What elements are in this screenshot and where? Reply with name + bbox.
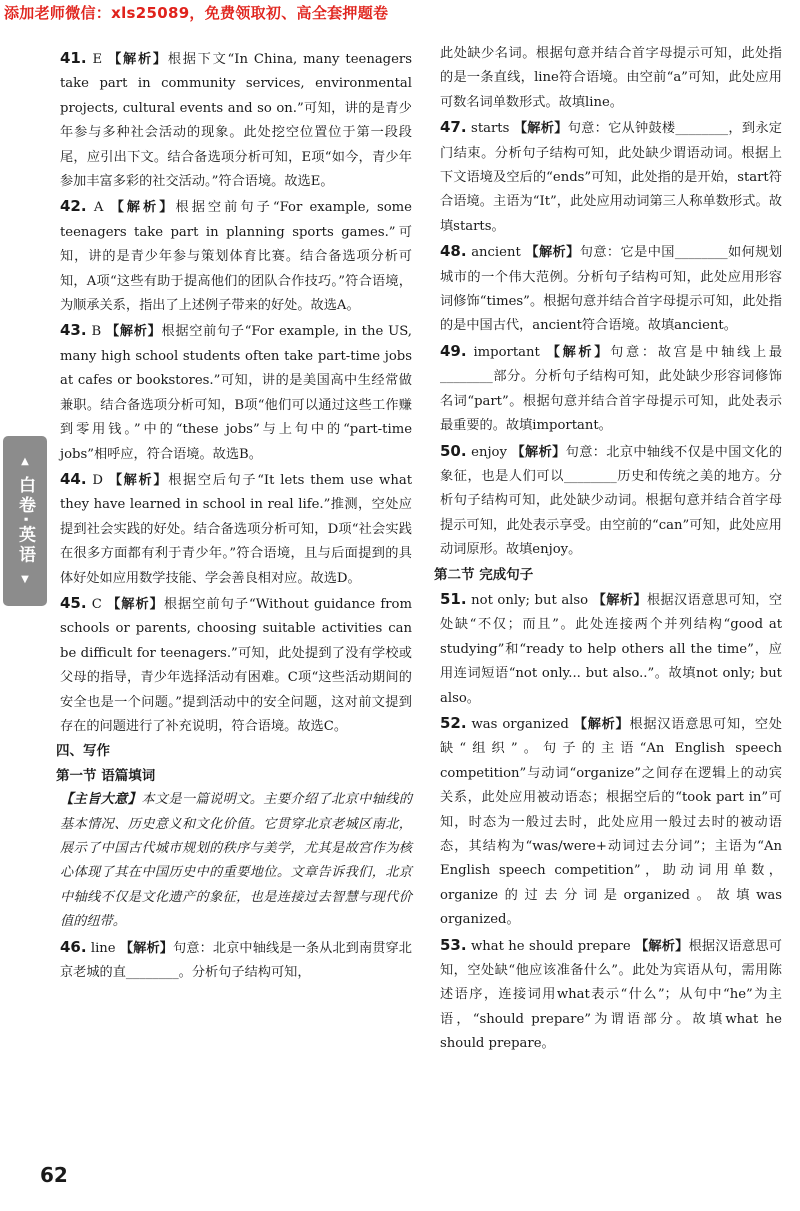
answer-43: 43. B 【解析】根据空前句子“For example, in the US, many high school students often take part-time jobs at cafes or bookstores.”可知，讲的是美国高中生经常做兼职。结合备选项分析可知，B项“他们可以通过这些工作赚到零用钱。”中的“these jobs”与上句中的“part-time jobs”相呼应，符合语境。故选B。 [60, 321, 412, 462]
triangle-up-icon: ▲ [21, 456, 29, 468]
section-heading-complete-sentences: 第二节 完成句子 [434, 566, 534, 583]
side-tab [3, 436, 47, 606]
answer-53: 53. what he should prepare 【解析】根据汉语意思可知，空处缺“他应该准备什么”。此处为宾语从句，需用陈述语序，连接词用what表示“什么”；从句中“he”为主语，“should prepare”为谓语部分。故填what he should prepare。 [440, 935, 782, 1052]
answer-48: 48. ancient 【解析】句意：它是中国________如何规划城市的一个伟大范例。分析句子结构可知，此处应用形容词修饰“times”。根据句意并结合首字母提示可知，此处指的是中国古代，ancient符合语境。故填ancient。 [440, 242, 783, 334]
answer-41: 41. E 【解析】根据下文“In China, many teenagers take part in community services, environmental projects, cultural events and so on.”可知，讲的是青少年参与多种社会活动的现象。此处挖空位置位于第一段段尾，应引出下文。结合备选项分析可知，E项“如今，青少年参加丰富多彩的社交活动。”符合语境。故选E。 [60, 49, 412, 190]
triangle-down-icon: ▼ [21, 573, 29, 585]
answer-45: 45. C 【解析】根据空前句子“Without guidance from schools or parents, choosing suitable activities can be difficult for teenagers.”可知，此处提到了没有学校或父母的指导，青少年选择活动有困难。C项“这些活动期间的安全也是一个问题。”提到活动中的安全问题，这对前文提到存在的问题进行了补充说明，符合语境。故选C。 [60, 593, 412, 734]
section-heading-cloze: 第一节 语篇填词 [56, 767, 156, 784]
right-column [434, 42, 783, 1057]
answer-46: 46. line 【解析】句意：北京中轴线是一条从北到南贯穿北京老城的直________。分析句子结构可知， [60, 937, 412, 981]
side-tab-label: 白卷·英语 [15, 476, 35, 566]
answer-52: 52. was organized 【解析】根据汉语意思可知，空处缺“组织”。句子的主语“An English speech competition”与动词“organize”之间存在逻辑上的动宾关系，此处应用被动语态；根据空后的“took part in”可知，时态为一般过去时，此处应用一般过去时的被动语态，其结构为“was/were+动词过去分词”；主语为“An English speech competition”，助动词用单数，organize的过去分词是organized。故填was organized。 [440, 713, 782, 928]
answer-42: 42. A 【解析】根据空前句子“For example, some teenagers take part in planning sports games.”可知，讲的是青少年参与策划体育比赛。结合备选项分析可知，A项“这些有助于提高他们的团队合作技巧。”符合语境，为顺承关系，指出了上述例子带来的好处。故选A。 [60, 197, 412, 314]
answer-47: 47. starts 【解析】句意：它从钟鼓楼________，到永定门结束。分析句子结构可知，此处缺少谓语动词。根据上下文语境及空后的“ends”可知，此处指的是开始，start符合语境。主语为“It”，此处应用动词第三人称单数形式。故填starts。 [440, 118, 782, 234]
promo-banner: 添加老师微信：xls25089，免费领取初、高全套押题卷 [4, 4, 389, 22]
answer-50: 50. enjoy 【解析】句意：北京中轴线不仅是中国文化的象征，也是人们可以________历史和传统之美的地方。分析句子结构可知，此处缺少动词。根据句意并结合首字母提示可知，此处表示享受。由空前的“can”可知，此处应用动词原形。故填enjoy。 [440, 441, 783, 558]
answer-44: 44. D 【解析】根据空后句子“It lets them use what they have learned in school in real life.”推测，空处应提到社会实践的好处。结合备选项分析可知，D项“社会实践在很多方面都有利于青少年。”符合语境，且与后面提到的具体好处如应用数学技能、学会善良相对应。故选D。 [60, 469, 412, 586]
answer-51: 51. not only; but also 【解析】根据汉语意思可知，空处缺“不仅；而且”。此处连接两个并列结构“good at studying”和“ready to help others all the time”，应用连词短语“not only... but also..”。故填not only; but also。 [440, 589, 783, 706]
main-idea: 【主旨大意】本文是一篇说明文。主要介绍了北京中轴线的基本情况、历史意义和文化价值。它贯穿北京老城区南北，展示了中国古代城市规划的秩序与美学，尤其是故宫作为核心体现了其在中国历史中的重要地位。文章告诉我们，北京中轴线不仅是文化遗产的象征，也是连接过去智慧与现代价值的纽带。 [60, 792, 413, 930]
answer-49: 49. important 【解析】句意：故宫是中轴线上最________部分。分析句子结构可知，此处缺少形容词修饰名词“part”。根据句意并结合首字母提示可知，此处表示最重要的。故填important。 [440, 341, 783, 434]
answer-46-continued: 此处缺少名词。根据句意并结合首字母提示可知，此处指的是一条直线，line符合语境。由空前“a”可知，此处应用可数名词单数形式。故填line。 [440, 46, 782, 110]
page-number: 62 [40, 1163, 68, 1187]
section-heading-writing: 四、写作 [56, 743, 110, 760]
left-column [56, 46, 413, 985]
